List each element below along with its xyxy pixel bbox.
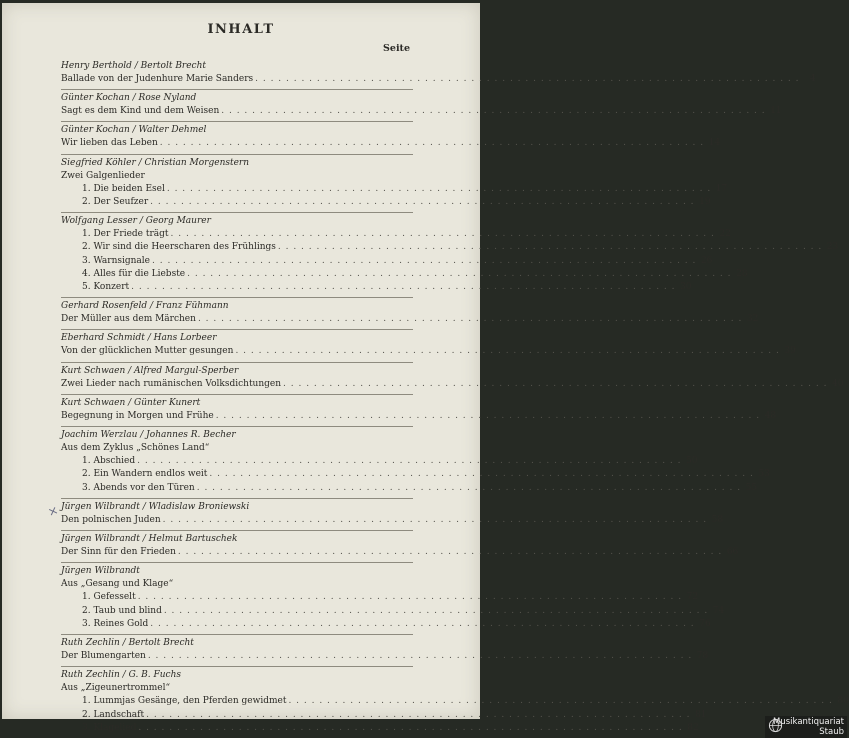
toc-line	[61, 709, 707, 722]
composer-poet-credit: Jürgen Wilbrandt / Wladislaw Broniewski	[61, 501, 250, 512]
composer-poet-credit: Ruth Zechlin / G. B. Fuchs	[61, 670, 181, 681]
toc-line	[61, 482, 758, 495]
dot-leader	[255, 73, 799, 86]
song-title: 4. Alles für die Liebste	[82, 268, 186, 279]
toc-line	[61, 618, 711, 631]
dot-leader	[216, 410, 760, 423]
song-title: 1. Der Friede trägt	[82, 229, 169, 240]
dot-leader	[148, 650, 692, 663]
cycle-heading: Aus dem Zyklus „Schönes Land“	[61, 443, 210, 454]
song-title: 3. Klagelied	[82, 722, 137, 733]
toc-entry	[61, 635, 709, 667]
page-number: 30	[680, 282, 692, 293]
dot-leader	[197, 482, 741, 495]
toc-line	[61, 722, 699, 735]
page-number: 76	[699, 618, 711, 629]
composer-poet-credit: Jürgen Wilbrandt	[61, 566, 140, 577]
toc-line	[61, 591, 699, 604]
toc-entry	[61, 330, 796, 362]
toc-line	[61, 105, 782, 118]
toc-entry	[61, 155, 728, 214]
page-number: 23	[826, 242, 839, 253]
page-number: 55	[745, 482, 758, 493]
toc-line	[61, 313, 759, 326]
page-title: INHALT	[207, 22, 275, 37]
song-title: Den polnischen Juden	[61, 514, 161, 525]
composer-poet-credit: Joachim Werzlau / Johannes R. Becher	[61, 430, 236, 441]
composer-poet-credit: Ruth Zechlin / Bertolt Brecht	[61, 638, 194, 649]
cycle-heading: Aus „Zigeunertrommel“	[61, 683, 171, 694]
song-title: 3. Warnsignale	[82, 255, 151, 266]
composer-poet-credit: Jürgen Wilbrandt / Helmut Bartuschek	[61, 534, 238, 545]
toc-line	[61, 650, 709, 663]
toc-line	[61, 378, 844, 391]
page-number: 80	[837, 696, 849, 707]
dot-leader	[146, 709, 690, 722]
dot-leader	[278, 241, 822, 254]
composer-poet-credit: Günter Kochan / Walter Dehmel	[61, 125, 207, 136]
composer-poet-credit: Henry Berthold / Bertolt Brecht	[61, 61, 207, 71]
page-number: 32	[746, 314, 759, 325]
page-number: 26	[700, 255, 713, 266]
toc-line	[61, 183, 728, 196]
song-title: Der Sinn für den Frieden	[61, 547, 176, 558]
song-title: Sagt es dem Kind und dem Weisen	[61, 106, 220, 117]
song-title: 3. Abends vor den Türen	[82, 482, 195, 493]
page-number: 72	[686, 592, 699, 603]
watermark-line-1: Musikantiquariat	[773, 717, 844, 727]
dot-leader	[163, 514, 707, 527]
toc-line	[61, 137, 721, 150]
toc-line	[61, 241, 839, 254]
song-title: Der Müller aus dem Märchen	[61, 314, 196, 325]
song-title: Ballade von der Judenhure Marie Sanders	[61, 74, 254, 84]
toc-line	[61, 73, 816, 86]
toc-entry	[61, 122, 721, 154]
toc-line	[61, 605, 725, 618]
page-number: 50	[686, 456, 698, 467]
pencil-mark: ×	[45, 502, 61, 520]
watermark-badge	[765, 716, 847, 738]
dot-leader	[178, 546, 722, 559]
globe-icon	[768, 718, 783, 733]
page-number: 81	[695, 709, 707, 720]
page-number: 82	[687, 722, 699, 733]
song-title: Zwei Lieder nach rumänischen Volksdichtungen	[61, 378, 282, 389]
toc-line	[61, 281, 692, 294]
cycle-heading: Zwei Galgenlieder	[61, 170, 145, 181]
toc-line	[61, 268, 748, 281]
song-title: 2. Wir sind die Heerscharen des Frühlings	[82, 242, 276, 253]
composer-poet-credit: Eberhard Schmidt / Hans Lorbeer	[61, 333, 217, 344]
toc-line	[61, 196, 711, 209]
dot-leader	[209, 468, 753, 481]
page-column-header: Seite	[383, 43, 410, 54]
dot-leader	[221, 105, 765, 118]
toc-entry	[61, 563, 725, 635]
page-number: 58	[711, 514, 724, 525]
watermark-line-2: Staub	[819, 727, 844, 737]
dot-leader	[138, 591, 682, 604]
page-number: 14	[708, 138, 721, 149]
dot-leader	[138, 722, 682, 735]
song-title: 2. Taub und blind	[82, 605, 162, 616]
dot-leader	[187, 268, 731, 281]
song-title: 2. Ein Wandern endlos weit	[82, 469, 208, 480]
dot-leader	[152, 255, 696, 268]
page-number: 22	[719, 229, 731, 240]
dot-leader	[171, 228, 715, 241]
page-number: 74	[712, 605, 725, 616]
dot-leader	[131, 281, 675, 294]
toc-entry	[61, 395, 777, 427]
song-title: Begegnung in Morgen und Frühe	[61, 410, 214, 421]
toc-entry	[61, 499, 724, 531]
page-number: 66	[726, 547, 739, 558]
song-title: 1. Lummjas Gesänge, den Pferden gewidmet	[82, 696, 287, 707]
toc-line	[61, 255, 713, 268]
song-title: 2. Landschaft	[82, 709, 145, 720]
song-title: 3. Reines Gold	[82, 618, 149, 629]
toc-entry	[61, 531, 739, 563]
page-number: 53	[758, 469, 770, 480]
dot-leader	[164, 605, 708, 618]
cycle-heading: Aus „Gesang und Klage“	[61, 579, 174, 590]
page-number: 28	[736, 268, 748, 279]
toc-line	[61, 468, 770, 481]
composer-poet-credit: Kurt Schwaen / Günter Kunert	[61, 397, 201, 408]
composer-poet-credit: Kurt Schwaen / Alfred Margul-Sperber	[61, 365, 239, 376]
toc-line	[61, 228, 731, 241]
dot-leader	[235, 345, 779, 358]
dot-leader	[150, 618, 694, 631]
composer-poet-credit: Wolfgang Lesser / Georg Maurer	[61, 216, 211, 227]
song-title: 2. Der Seufzer	[82, 197, 149, 208]
toc-entry	[61, 298, 759, 330]
song-title: 1. Abschied	[82, 456, 136, 467]
page-number: 4	[809, 74, 816, 84]
page-number: 19	[699, 197, 711, 208]
toc-entry	[61, 213, 839, 298]
toc-line	[61, 546, 739, 559]
toc-entry	[61, 90, 782, 122]
toc-entry	[61, 427, 770, 499]
page-number: 11	[770, 106, 782, 117]
composer-poet-credit: Gerhard Rosenfeld / Franz Fühmann	[61, 301, 229, 312]
song-title: 1. Die beiden Esel	[82, 183, 165, 194]
toc-entry	[61, 363, 844, 395]
page-number: 48	[764, 410, 777, 421]
song-title: 5. Konzert	[82, 282, 130, 293]
song-title: 1. Gefesselt	[82, 592, 136, 603]
composer-poet-credit: Siegfried Köhler / Christian Morgenstern	[61, 157, 250, 168]
toc-entry	[61, 58, 816, 90]
dot-leader	[198, 313, 742, 326]
page-number: 78	[696, 651, 709, 662]
dot-leader	[167, 183, 711, 196]
composer-poet-credit: Günter Kochan / Rose Nyland	[61, 93, 197, 104]
dot-leader	[137, 455, 681, 468]
song-title: Der Blumengarten	[61, 651, 146, 662]
dot-leader	[150, 196, 694, 209]
toc-line	[61, 695, 849, 708]
dot-leader	[283, 378, 827, 391]
toc-line	[61, 410, 777, 423]
dot-leader	[288, 695, 832, 708]
toc-line	[61, 514, 724, 527]
song-title: Von der glücklichen Mutter gesungen	[61, 346, 234, 357]
page-number: 39	[784, 346, 796, 357]
toc-line	[61, 345, 796, 358]
page-number: 40	[831, 378, 844, 389]
song-title: Wir lieben das Leben	[61, 138, 158, 149]
dot-leader	[160, 137, 704, 150]
page-number: 17	[715, 183, 728, 194]
toc-line	[61, 455, 698, 468]
